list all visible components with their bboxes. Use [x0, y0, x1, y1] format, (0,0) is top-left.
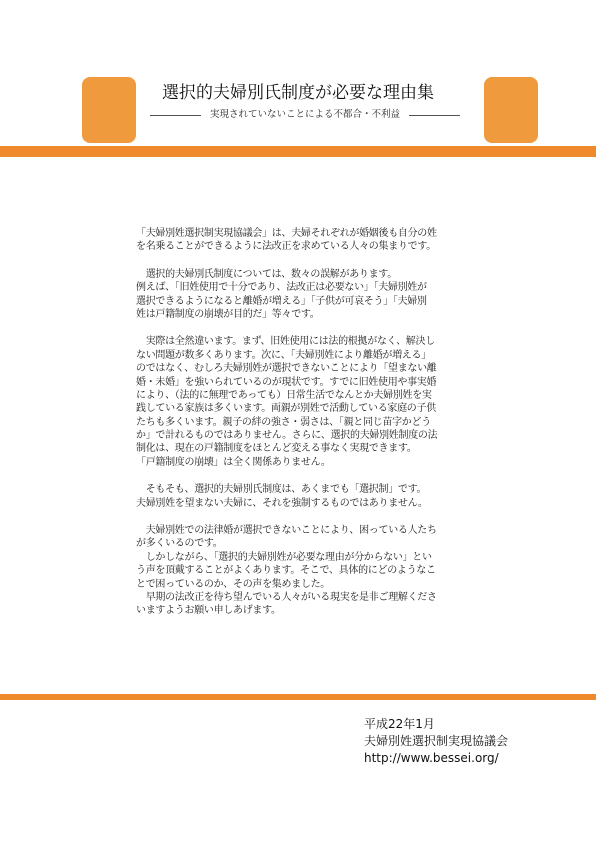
- paragraph-line: が多くいるのです。: [136, 538, 223, 550]
- paragraph-line: 夫婦別姓での法律婚が選択できないことにより、困っている人たち: [136, 525, 437, 537]
- paragraph: [136, 335, 472, 469]
- paragraph-line: いますようお願い申しあげます。: [136, 605, 281, 617]
- paragraph: [136, 483, 472, 510]
- top-accent-bar: [0, 146, 596, 157]
- footer-url: http://www.bessei.org/: [364, 751, 499, 765]
- paragraph-line: 選択できるようになると離婚が増える」「子供が可哀そう」「夫婦別: [136, 295, 427, 307]
- paragraph-line: 夫婦別姓を望まない夫婦に、それを強制するものではありません。: [136, 497, 428, 509]
- paragraph-line: を名乗ることができるように法改正を求めている人々の集まりです。: [136, 241, 436, 253]
- paragraph-line: 実際は全然違います。まず、旧姓使用には法的根拠がなく、解決し: [136, 336, 435, 348]
- subtitle-row: [150, 108, 460, 122]
- footer: [364, 716, 584, 767]
- page-subtitle: 実現されていないことによる不都合・不利益: [210, 109, 401, 120]
- paragraph-line: とで困っているのか、その声を集めました。: [136, 578, 330, 590]
- paragraph: [136, 268, 472, 322]
- paragraph-line: そもそも、選択的夫婦別氏制度は、あくまでも「選択制」です。: [136, 484, 427, 496]
- paragraph-line: しかしながら、「選択的夫婦別姓が必要な理由が分からない」とい: [136, 551, 432, 563]
- paragraph: [136, 524, 472, 618]
- page-title: 選択的夫婦別氏制度が必要な理由集: [162, 83, 434, 103]
- paragraph-line: のではなく、むしろ夫婦別姓が選択できないことにより「望まない離: [136, 363, 437, 375]
- body-text: [136, 227, 472, 632]
- paragraph-line: ない問題が数多くあります。次に、「夫婦別姓により離婚が増える」: [136, 349, 431, 361]
- paragraph-line: 「戸籍制度の崩壊」は全く関係ありません。: [136, 456, 331, 468]
- paragraph-line: 姓は戸籍制度の崩壊が目的だ」等々です。: [136, 308, 320, 320]
- footer-organization: 夫婦別姓選択制実現協議会: [364, 734, 509, 748]
- paragraph-line: たちも多くいます。親子の絆の強さ・弱さは、「親と同じ苗字かどう: [136, 416, 431, 428]
- paragraph-line: により、（法的に無理であっても）日常生活でなんとか夫婦別姓を実: [136, 389, 432, 401]
- subtitle-rule-left: [150, 115, 201, 116]
- paragraph-line: 制化は、現在の戸籍制度をほとんど変える事なく実現できます。: [136, 443, 417, 455]
- paragraph-line: 婚・未婚」を強いられているのが現状です。すでに旧姓使用や事実婚: [136, 376, 437, 388]
- bottom-accent-bar: [0, 694, 596, 700]
- paragraph-line: 践している家族は多くいます。両親が別姓で活動している家庭の子供: [136, 403, 436, 415]
- paragraph-line: 選択的夫婦別氏制度については、数々の誤解があります。: [136, 268, 397, 280]
- paragraph-line: 早期の法改正を待ち望んでいる人々がいる現実を是非ご理解くださ: [136, 591, 437, 603]
- subtitle-rule-right: [409, 115, 460, 116]
- paragraph-line: か」で計れるものではありません。さらに、選択的夫婦別姓制度の法: [136, 430, 438, 442]
- paragraph-line: う声を頂戴することがよくあります。そこで、具体的にどのようなこ: [136, 565, 436, 577]
- paragraph: [136, 227, 472, 254]
- paragraph-line: 例えば、「旧姓使用で十分であり、法改正は必要ない」「夫婦別姓が: [136, 282, 427, 294]
- paragraph-line: 「夫婦別姓選択制実現協議会」は、夫婦それぞれが婚姻後も自分の姓: [136, 228, 437, 239]
- footer-date: 平成22年1月: [364, 717, 435, 731]
